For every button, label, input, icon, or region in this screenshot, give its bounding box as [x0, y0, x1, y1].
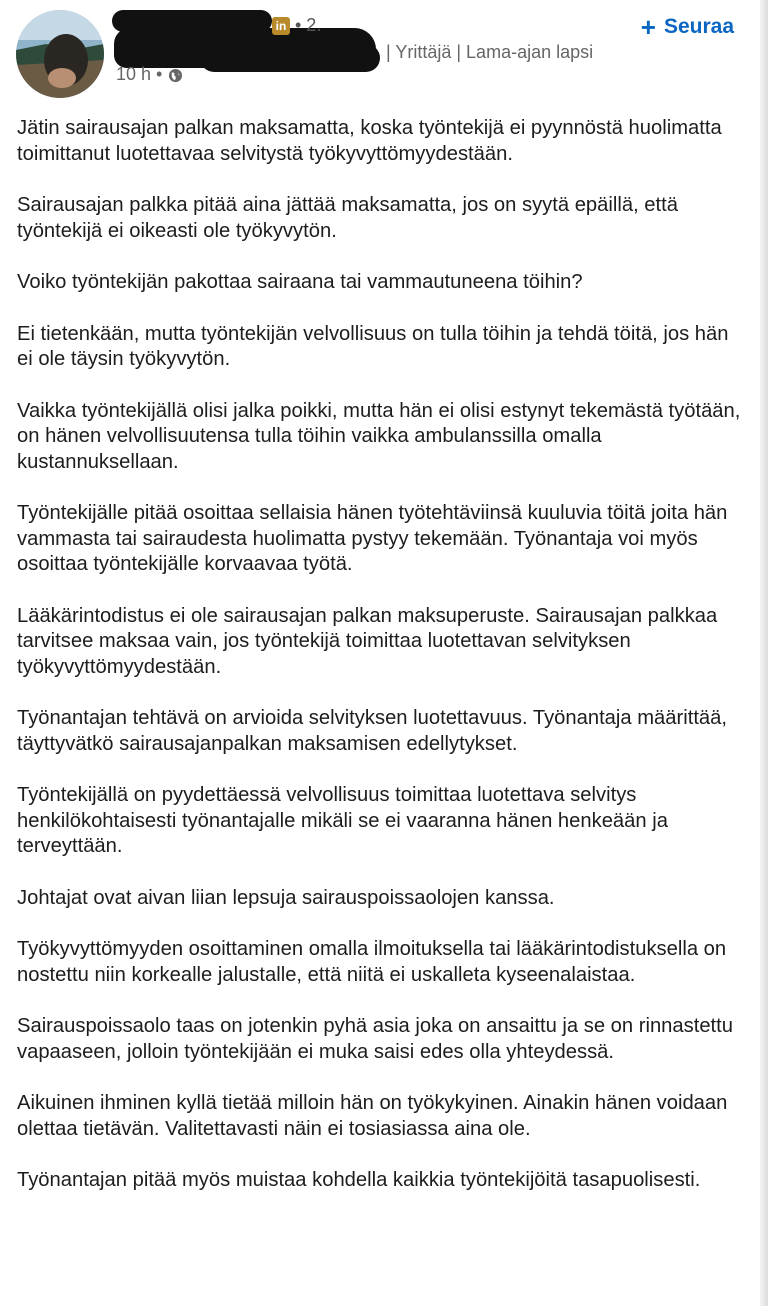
post-paragraph: Jätin sairausajan palkan maksamatta, koska työntekijä ei pyynnöstä huolimatta toimittanut luotettavaa selvitystä työkyvyttömyydestään.	[17, 117, 722, 165]
post-paragraph: Työntekijälle pitää osoittaa sellaisia hänen työtehtäviinsä kuuluvia töitä joita hän vammasta tai sairaudesta huolimatta pystyy tekemään. Työnantaja voi myös osoittaa työntekijälle korvaavaa työtä.	[17, 502, 728, 575]
plus-icon: +	[640, 12, 656, 42]
post-paragraph: Vaikka työntekijällä olisi jalka poikki, mutta hän ei olisi estynyt tekemästä työtään, on hänen velvollisuutensa tulla töihin vaikka ambulanssilla omalla kustannuksellaan.	[17, 399, 741, 473]
author-headline: | Yrittäjä | Lama-ajan lapsi	[386, 42, 594, 62]
post-time: 10 h •	[116, 64, 163, 84]
linkedin-badge-icon: in	[272, 17, 290, 35]
avatar-photo-icon	[16, 10, 104, 98]
post-paragraph: Johtajat ovat aivan liian lepsuja sairauspoissaolojen kanssa.	[17, 886, 555, 909]
globe-icon	[168, 67, 183, 82]
avatar[interactable]	[16, 10, 104, 98]
window-edge	[760, 0, 768, 1306]
post-paragraph: Sairausajan palkka pitää aina jättää maksamatta, jos on syytä epäillä, että työntekijä ei oikeasti ole työkyvytön.	[17, 194, 678, 242]
redaction-bar	[200, 44, 380, 72]
post-header	[0, 0, 768, 100]
post-paragraph: Työkyvyttömyyden osoittaminen omalla ilmoituksella tai lääkärintodistuksella on nostettu niin korkealle jalustalle, että niitä ei uskalleta kyseenalaistaa.	[17, 938, 727, 986]
post-paragraph: Työnantajan tehtävä on arvioida selvityksen luotettavuus. Työnantaja määrittää, täyttyvätkö sairausajanpalkan maksamisen edellytykset.	[17, 707, 727, 755]
post-paragraph: Aikuinen ihminen kyllä tietää milloin hän on työkykyinen. Ainakin hänen voidaan olettaa tietävän. Valitettavasti näin ei tosiasiassa aina ole.	[17, 1092, 728, 1140]
post-paragraph: Työnantajan pitää myös muistaa kohdella kaikkia työntekijöitä tasapuolisesti.	[17, 1169, 701, 1191]
post-paragraph: Ei tietenkään, mutta työntekijän velvollisuus on tulla töihin ja tehdä töitä, jos hän ei ole täysin työkyvytön.	[17, 322, 729, 370]
follow-label: Seuraa	[663, 15, 734, 38]
post-paragraph: Sairauspoissaolo taas on jotenkin pyhä asia joka on ansaittu ja se on rinnastettu vapaaseen, jolloin työntekijään ei muka saisi edes olla yhteydessä.	[17, 1015, 733, 1063]
post-paragraph: Voiko työntekijän pakottaa sairaana tai vammautuneena töihin?	[17, 271, 583, 293]
post-paragraph: Lääkärintodistus ei ole sairausajan palkan maksuperuste. Sairausajan palkkaa tarvitsee maksaa vain, jos työntekijä toimittaa luotettavan selvityksen työkyvyttömyydestään.	[17, 604, 718, 678]
post-meta	[116, 64, 183, 85]
post-body	[17, 116, 742, 1220]
post-paragraph: Työntekijällä on pyydettäessä velvollisuus toimittaa luotettava selvitys henkilökohtaisesti työnantajalle mikäli se ei vaaranna hänen henkeään ja terveyttään.	[17, 784, 668, 857]
connection-degree: • 2.	[295, 15, 322, 35]
follow-button[interactable]	[641, 14, 734, 40]
